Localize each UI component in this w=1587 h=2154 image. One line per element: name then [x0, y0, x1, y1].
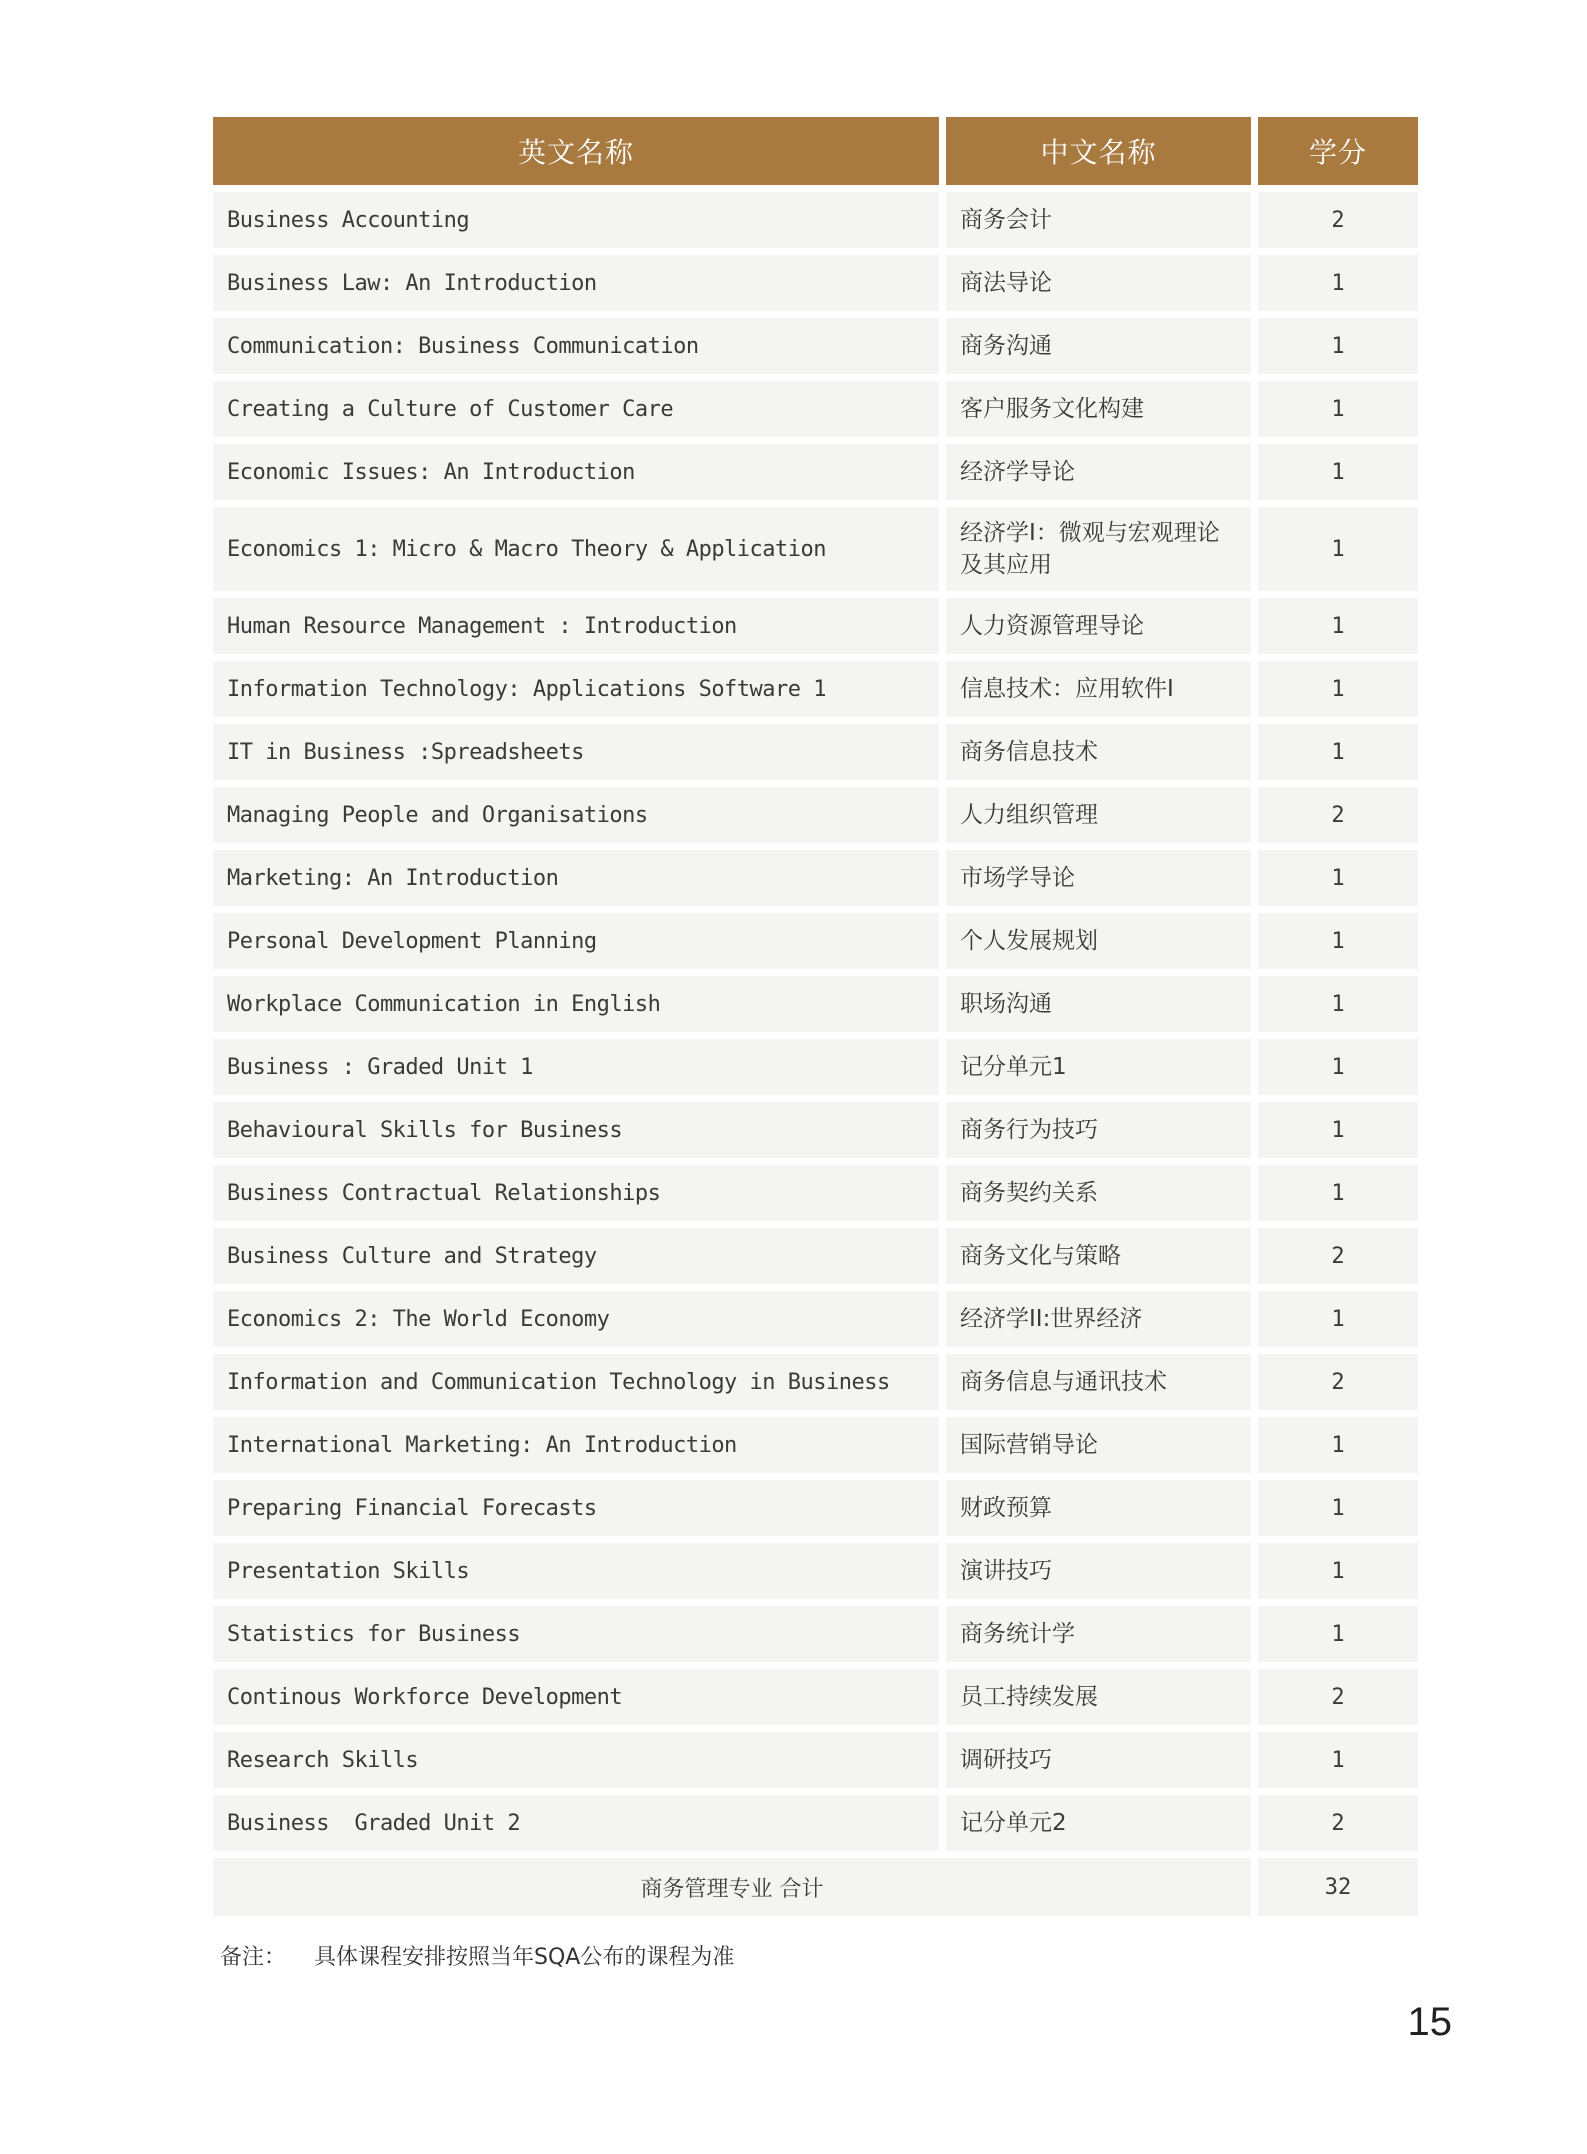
course-chinese-name: 商法导论	[946, 255, 1251, 311]
course-chinese-name: 经济学导论	[946, 444, 1251, 500]
table-row	[213, 850, 1418, 906]
course-english-name: Marketing: An Introduction	[213, 850, 939, 906]
course-chinese-name: 人力组织管理	[946, 787, 1251, 843]
course-credits: 1	[1258, 913, 1418, 969]
course-english-name: Business Graded Unit 2	[213, 1795, 939, 1851]
course-english-name: IT in Business :Spreadsheets	[213, 724, 939, 780]
total-label: 商务管理专业 合计	[213, 1858, 1251, 1916]
course-english-name: Business Contractual Relationships	[213, 1165, 939, 1221]
course-credits: 2	[1258, 1669, 1418, 1725]
course-chinese-name: 记分单元2	[946, 1795, 1251, 1851]
course-english-name: Workplace Communication in English	[213, 976, 939, 1032]
course-english-name: Presentation Skills	[213, 1543, 939, 1599]
course-credits: 1	[1258, 507, 1418, 591]
table-body	[213, 192, 1418, 1916]
table-row	[213, 192, 1418, 248]
course-credits: 2	[1258, 192, 1418, 248]
footnote-label: 备注：	[220, 1945, 287, 1970]
table-row	[213, 1102, 1418, 1158]
course-credits: 1	[1258, 255, 1418, 311]
course-english-name: Preparing Financial Forecasts	[213, 1480, 939, 1536]
table-row	[213, 1291, 1418, 1347]
table-row	[213, 913, 1418, 969]
course-credits: 1	[1258, 976, 1418, 1032]
table-row	[213, 1354, 1418, 1410]
course-english-name: Business Law: An Introduction	[213, 255, 939, 311]
course-credits: 1	[1258, 1039, 1418, 1095]
table-header-row	[213, 117, 1418, 185]
course-chinese-name: 人力资源管理导论	[946, 598, 1251, 654]
course-credits: 1	[1258, 1480, 1418, 1536]
course-credits: 2	[1258, 1228, 1418, 1284]
table-row	[213, 661, 1418, 717]
course-credits: 1	[1258, 661, 1418, 717]
course-credits: 1	[1258, 724, 1418, 780]
page-number: 15	[1407, 2000, 1452, 2044]
course-chinese-name: 国际营销导论	[946, 1417, 1251, 1473]
course-english-name: Business : Graded Unit 1	[213, 1039, 939, 1095]
table-row	[213, 1228, 1418, 1284]
course-chinese-name: 商务信息技术	[946, 724, 1251, 780]
table-row	[213, 976, 1418, 1032]
total-row	[213, 1858, 1418, 1916]
course-english-name: Personal Development Planning	[213, 913, 939, 969]
course-credits: 1	[1258, 850, 1418, 906]
course-credits: 1	[1258, 1102, 1418, 1158]
course-english-name: Human Resource Management : Introduction	[213, 598, 939, 654]
footnote-text: 具体课程安排按照当年SQA公布的课程为准	[314, 1945, 735, 1970]
course-chinese-name: 商务契约关系	[946, 1165, 1251, 1221]
course-english-name: Information and Communication Technology in Business	[213, 1354, 939, 1410]
course-chinese-name: 商务行为技巧	[946, 1102, 1251, 1158]
course-english-name: Business Accounting	[213, 192, 939, 248]
course-credits: 2	[1258, 1795, 1418, 1851]
course-english-name: Information Technology: Applications Software 1	[213, 661, 939, 717]
course-chinese-name: 经济学I：微观与宏观理论及其应用	[946, 507, 1251, 591]
course-credits: 1	[1258, 1417, 1418, 1473]
course-chinese-name: 演讲技巧	[946, 1543, 1251, 1599]
table-row	[213, 1480, 1418, 1536]
course-chinese-name: 员工持续发展	[946, 1669, 1251, 1725]
table-row	[213, 1732, 1418, 1788]
course-english-name: Statistics for Business	[213, 1606, 939, 1662]
course-chinese-name: 记分单元1	[946, 1039, 1251, 1095]
course-table	[206, 110, 1425, 1923]
header-english-name: 英文名称	[213, 117, 939, 185]
course-english-name: Economics 2: The World Economy	[213, 1291, 939, 1347]
course-english-name: Economic Issues: An Introduction	[213, 444, 939, 500]
course-chinese-name: 客户服务文化构建	[946, 381, 1251, 437]
footnote	[220, 1940, 734, 1971]
course-credits: 1	[1258, 318, 1418, 374]
course-chinese-name: 商务沟通	[946, 318, 1251, 374]
course-credits: 2	[1258, 787, 1418, 843]
header-credits: 学分	[1258, 117, 1418, 185]
table-row	[213, 598, 1418, 654]
course-credits: 1	[1258, 1732, 1418, 1788]
table-row	[213, 787, 1418, 843]
course-credits: 1	[1258, 381, 1418, 437]
course-english-name: Research Skills	[213, 1732, 939, 1788]
table-row	[213, 1165, 1418, 1221]
table-row	[213, 1669, 1418, 1725]
course-chinese-name: 财政预算	[946, 1480, 1251, 1536]
table-row	[213, 255, 1418, 311]
table-row	[213, 444, 1418, 500]
header-chinese-name: 中文名称	[946, 117, 1251, 185]
course-chinese-name: 商务信息与通讯技术	[946, 1354, 1251, 1410]
table-row	[213, 1417, 1418, 1473]
course-english-name: International Marketing: An Introduction	[213, 1417, 939, 1473]
course-chinese-name: 商务会计	[946, 192, 1251, 248]
course-chinese-name: 信息技术：应用软件I	[946, 661, 1251, 717]
course-chinese-name: 调研技巧	[946, 1732, 1251, 1788]
course-english-name: Economics 1: Micro & Macro Theory & Application	[213, 507, 939, 591]
table-row	[213, 1795, 1418, 1851]
course-credits: 1	[1258, 1165, 1418, 1221]
course-credits: 1	[1258, 1606, 1418, 1662]
table-row	[213, 318, 1418, 374]
course-english-name: Behavioural Skills for Business	[213, 1102, 939, 1158]
course-english-name: Continous Workforce Development	[213, 1669, 939, 1725]
table-row	[213, 1543, 1418, 1599]
table-row	[213, 381, 1418, 437]
course-chinese-name: 商务统计学	[946, 1606, 1251, 1662]
course-english-name: Communication: Business Communication	[213, 318, 939, 374]
table-row	[213, 1039, 1418, 1095]
course-english-name: Managing People and Organisations	[213, 787, 939, 843]
course-credits: 1	[1258, 444, 1418, 500]
course-credits: 1	[1258, 1543, 1418, 1599]
total-credits: 32	[1258, 1858, 1418, 1916]
table-row	[213, 507, 1418, 591]
table-row	[213, 724, 1418, 780]
table-row	[213, 1606, 1418, 1662]
course-credits: 1	[1258, 1291, 1418, 1347]
course-credits: 1	[1258, 598, 1418, 654]
course-chinese-name: 个人发展规划	[946, 913, 1251, 969]
course-chinese-name: 职场沟通	[946, 976, 1251, 1032]
course-credits: 2	[1258, 1354, 1418, 1410]
course-chinese-name: 商务文化与策略	[946, 1228, 1251, 1284]
course-chinese-name: 经济学II:世界经济	[946, 1291, 1251, 1347]
course-english-name: Creating a Culture of Customer Care	[213, 381, 939, 437]
course-chinese-name: 市场学导论	[946, 850, 1251, 906]
course-english-name: Business Culture and Strategy	[213, 1228, 939, 1284]
course-table-container	[213, 117, 1411, 1916]
